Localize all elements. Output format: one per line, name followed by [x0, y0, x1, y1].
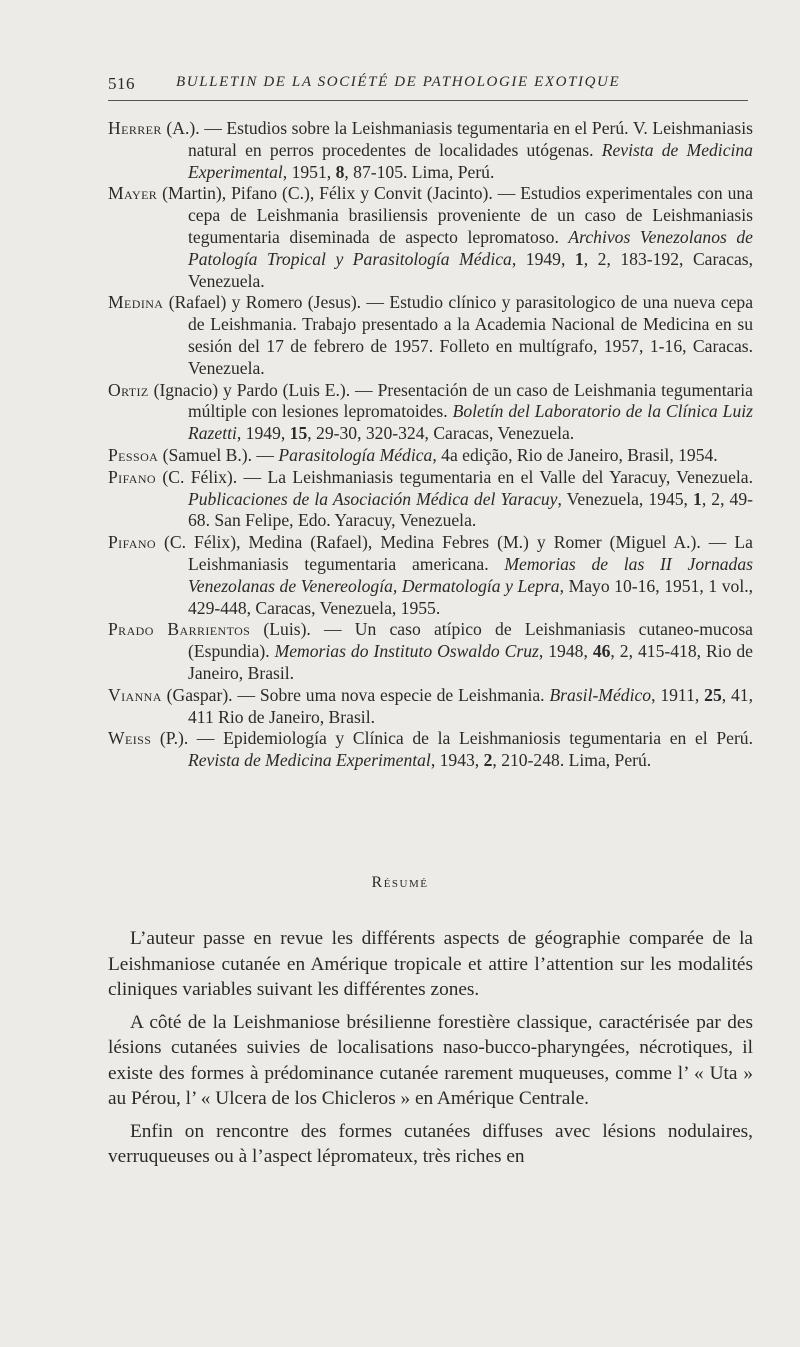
- reference-volume: 46: [592, 641, 611, 662]
- reference-text: (Samuel B.). —: [158, 444, 279, 465]
- reference-journal: Revista de Medicina Experimental: [188, 139, 753, 182]
- reference-volume: 2: [483, 750, 493, 771]
- reference-text: , 4a edição, Rio de Janeiro, Brasil, 1954.: [432, 444, 718, 465]
- reference-author: Weiss: [108, 728, 152, 749]
- reference-volume: 8: [335, 161, 345, 182]
- resume-paragraph: Enfin on rencontre des formes cutanées diffuses avec lésions nodulaires, verruqueuses ou à l’aspect lépromateux, très riches en: [108, 1120, 753, 1167]
- resume-paragraph: A côté de la Leishmaniose brésilienne forestière classique, caractérisée par des lésions cutanées suivies de localisations naso-bucco-pharyngées, nécrotiques, il existe des formes à prédominance cutanée rarement muqueuses, comme l’ « Uta » au Pérou, l’ « Ulcera de los Chicleros » en Amérique Centrale.: [108, 1011, 753, 1109]
- reference-text: (Rafael) y Romero (Jesus). — Estudio clínico y parasitologico de una nueva cepa de Leishmania. Trabajo presentado a la Academia Nacional de Medicina en su sesión del 17 de febrero de 1957. Folleto en multígrafo, 1957, 1-16, Caracas. Venezuela.: [163, 292, 753, 378]
- reference-journal: Boletín del Laboratorio de la Clínica Luiz Razetti: [188, 401, 753, 444]
- reference-text: , 1911,: [651, 684, 705, 705]
- reference-item: [108, 380, 753, 445]
- reference-item: [108, 292, 753, 379]
- reference-item: [108, 728, 753, 772]
- reference-author: Pessoa: [108, 444, 159, 465]
- reference-text: , 87-105. Lima, Perú.: [344, 161, 495, 182]
- reference-text: (C. Félix), Medina (Rafael), Medina Febres (M.) y Romer (Miguel A.). — La Leishmaniasis tegumentaria americana.: [155, 532, 753, 574]
- reference-text: , 1949,: [511, 248, 575, 269]
- reference-author: Vianna: [108, 684, 162, 705]
- reference-item: [108, 118, 753, 183]
- reference-journal: Parasitología Médica: [278, 444, 433, 465]
- reference-text: , 2, 183-192, Caracas, Venezuela.: [188, 248, 754, 291]
- reference-journal: Memorias de las II Jornadas Venezolanas de Venereología, Dermatología y Lepra: [188, 553, 753, 596]
- reference-text: (Martin), Pifano (C.), Félix y Convit (Jacinto). — Estudios experimentales con una cepa de Leishmania brasiliensis proveniente de un caso de Leishmaniasis tegumentaria diseminada de aspecto lepromatoso.: [157, 183, 753, 247]
- reference-item: [108, 532, 753, 619]
- reference-author: Medina: [108, 292, 164, 313]
- running-header: [108, 70, 748, 101]
- reference-journal: Memorias do Instituto Oswaldo Cruz: [274, 641, 539, 662]
- reference-volume: 15: [289, 423, 308, 444]
- resume-paragraph: L’auteur passe en revue les différents aspects de géographie comparée de la Leishmaniose cutanée en Amérique tropicale et attire l’attention sur les modalités cliniques variables suivant les différentes zones.: [108, 928, 753, 1000]
- reference-author: Ortiz: [108, 379, 149, 400]
- reference-item: [108, 619, 753, 684]
- reference-text: , 1948,: [538, 641, 593, 662]
- reference-text: , Venezuela, 1945,: [557, 488, 694, 509]
- section-title-resume: Résumé: [371, 874, 429, 891]
- reference-item: [108, 467, 753, 532]
- reference-text: , 1949,: [236, 423, 290, 444]
- reference-author: Pifano: [108, 466, 156, 487]
- reference-item: [108, 685, 753, 729]
- reference-text: (C. Félix). — La Leishmaniasis tegumentaria en el Valle del Yaracuy, Venezuela.: [155, 466, 753, 487]
- reference-author: Prado Barrientos: [108, 619, 251, 640]
- reference-text: , 2, 49-68. San Felipe, Edo. Yaracuy, Venezuela.: [188, 488, 754, 531]
- reference-text: , Mayo 10-16, 1951, 1 vol., 429-448, Caracas, Venezuela, 1955.: [188, 575, 754, 618]
- reference-text: (Gaspar). — Sobre uma nova especie de Leishmania.: [161, 684, 550, 705]
- reference-text: , 1951,: [282, 161, 336, 182]
- reference-journal: Brasil-Médico: [549, 684, 652, 705]
- reference-journal: Revista de Medicina Experimental: [188, 750, 431, 771]
- reference-author: Mayer: [108, 183, 158, 204]
- reference-author: Pifano: [108, 532, 156, 553]
- reference-text: (P.). — Epidemiología y Clínica de la Leishmaniosis tegumentaria en el Perú.: [151, 728, 753, 749]
- reference-text: , 1943,: [430, 750, 484, 771]
- page-number: 516: [108, 74, 135, 93]
- reference-item: [108, 445, 753, 467]
- resume-body: [108, 926, 753, 1177]
- reference-text: , 210-248. Lima, Perú.: [492, 750, 652, 771]
- reference-text: , 29-30, 320-324, Caracas, Venezuela.: [307, 423, 575, 444]
- reference-volume: 25: [704, 684, 722, 705]
- running-title: BULLETIN DE LA SOCIÉTÉ DE PATHOLOGIE EXOTIQUE: [176, 74, 621, 90]
- reference-author: Herrer: [108, 118, 162, 138]
- reference-item: [108, 183, 753, 292]
- reference-text: , 41, 411 Rio de Janeiro, Brasil.: [188, 684, 753, 727]
- reference-journal: Archivos Venezolanos de Patología Tropical y Parasitología Médica: [188, 226, 753, 269]
- reference-journal: Publicaciones de la Asociación Médica del Yaracuy: [188, 488, 558, 509]
- reference-volume: 1: [693, 488, 702, 509]
- reference-list: [108, 118, 753, 772]
- reference-volume: 1: [574, 248, 584, 269]
- reference-text: (A.). — Estudios sobre la Leishmaniasis tegumentaria en el Perú. V. Leishmaniasis natural en perros procedentes de localidades utógenas.: [161, 118, 753, 160]
- reference-text: (Ignacio) y Pardo (Luis E.). — Presentación de un caso de Leishmania tegumentaria múltiple con lesiones lepromatoides.: [148, 379, 753, 422]
- reference-text: , 2, 415-418, Rio de Janeiro, Brasil.: [188, 641, 753, 683]
- reference-text: (Luis). — Un caso atípico de Leishmaniasis cutaneo-mucosa (Espundia).: [188, 619, 753, 662]
